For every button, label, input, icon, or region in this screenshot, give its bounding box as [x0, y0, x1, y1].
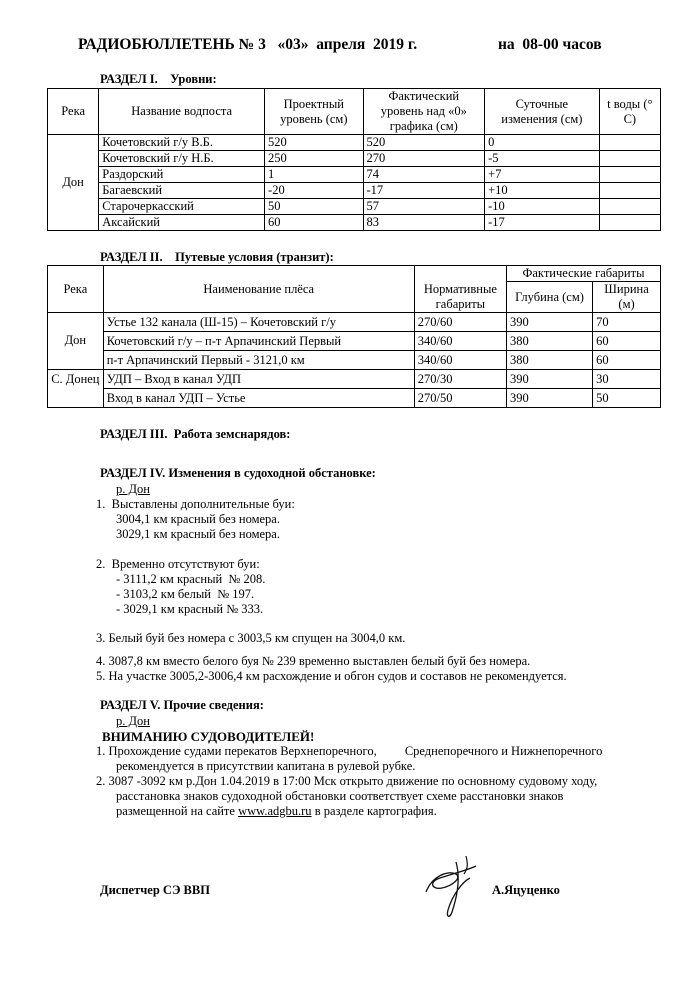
- s4-line-7: - 3029,1 км красный № 333.: [116, 602, 264, 616]
- s4-line-4: 2. Временно отсутствуют буи:: [96, 557, 260, 571]
- cell-normative: 270/50: [414, 389, 506, 408]
- cell-actual: -17: [363, 183, 485, 199]
- table-row: [48, 183, 661, 199]
- cell-change: +7: [485, 167, 600, 183]
- cell-change: -10: [485, 199, 600, 215]
- col-width: Ширина (м): [593, 282, 661, 313]
- cell-reach: п-т Арпачинский Первый - 3121,0 км: [103, 351, 414, 370]
- section2-title: РАЗДЕЛ II. Путевые условия (транзит):: [100, 250, 334, 264]
- cell-t: [599, 167, 660, 183]
- s4-line-3: 3029,1 км красный без номера.: [116, 527, 280, 541]
- table-row: [48, 199, 661, 215]
- s4-line-8: 3. Белый буй без номера с 3003,5 км спущен на 3004,0 км.: [96, 631, 406, 645]
- section5-river: р. Дон: [116, 714, 150, 728]
- bulletin-title: РАДИОБЮЛЛЕТЕНЬ № 3 «03» апреля 2019 г.: [78, 36, 418, 53]
- bulletin-time: на 08-00 часов: [498, 36, 602, 53]
- cell-post: Аксайский: [99, 215, 265, 231]
- col-normative: Нормативные габариты: [414, 266, 506, 313]
- cell-project: 50: [265, 199, 363, 215]
- dispatcher-role: Диспетчер СЭ ВВП: [100, 883, 210, 897]
- cell-reach: Вход в канал УДП – Устье: [103, 389, 414, 408]
- cell-t: [599, 199, 660, 215]
- section1-title: РАЗДЕЛ I. Уровни:: [100, 72, 217, 86]
- levels-body: [48, 135, 661, 231]
- cell-project: 60: [265, 215, 363, 231]
- col-river2: Река: [48, 266, 104, 313]
- s5-item2-line1: 2. 3087 -3092 км р.Дон 1.04.2019 в 17:00 Мск открыто движение по основному судовому ходу,: [96, 774, 598, 788]
- cell-depth: 390: [506, 389, 592, 408]
- col-change: Суточные изменения (см): [485, 89, 600, 135]
- col-project: Проектный уровень (см): [265, 89, 363, 135]
- table-row: [48, 151, 661, 167]
- cell-change: -17: [485, 215, 600, 231]
- cell-width: 70: [593, 313, 661, 332]
- cell-normative: 270/60: [414, 313, 506, 332]
- cell-actual: 83: [363, 215, 485, 231]
- table-row: [48, 135, 661, 151]
- cell-normative: 340/60: [414, 351, 506, 370]
- cell-depth: 380: [506, 351, 592, 370]
- river-cell: Дон: [48, 135, 99, 231]
- cell-project: 250: [265, 151, 363, 167]
- table-row: [48, 351, 661, 370]
- col-post: Название водпоста: [99, 89, 265, 135]
- adgbu-link[interactable]: www.adgbu.ru: [238, 804, 312, 818]
- cell-reach: Кочетовский г/у – п-т Арпачинский Первый: [103, 332, 414, 351]
- cell-post: Старочеркасский: [99, 199, 265, 215]
- s4-line-5: - 3111,2 км красный № 208.: [116, 572, 266, 586]
- s5-item2-line2: расстановка знаков судоходной обстановки соответствует схеме расстановки знаков: [116, 789, 564, 803]
- s4-line-1: 1. Выставлены дополнительные буи:: [96, 497, 295, 511]
- s5-item1-line2: рекомендуется в присутствии капитана в рулевой рубке.: [116, 759, 416, 773]
- cell-t: [599, 183, 660, 199]
- cell-post: Кочетовский г/у Н.Б.: [99, 151, 265, 167]
- table-row: [48, 370, 661, 389]
- s4-line-10: 5. На участке 3005,2-3006,4 км расхождение и обгон судов и составов не рекомендуется.: [96, 669, 567, 683]
- handwritten-signature-icon: [412, 852, 492, 922]
- cell-depth: 390: [506, 370, 592, 389]
- cell-t: [599, 215, 660, 231]
- cell-project: 1: [265, 167, 363, 183]
- s4-line-9: 4. 3087,8 км вместо белого буя № 239 временно выставлен белый буй без номера.: [96, 654, 531, 668]
- cell-project: -20: [265, 183, 363, 199]
- s5-item2-line3: [116, 804, 437, 819]
- s5-item2-post: в разделе картография.: [311, 804, 437, 818]
- cell-width: 50: [593, 389, 661, 408]
- dispatcher-name: А.Яцуценко: [492, 883, 560, 897]
- cell-width: 60: [593, 332, 661, 351]
- col-temp: t воды (° C): [599, 89, 660, 135]
- table-row: [48, 167, 661, 183]
- section3-title: РАЗДЕЛ III. Работа земснарядов:: [100, 427, 291, 441]
- cell-actual: 520: [363, 135, 485, 151]
- cell-actual: 57: [363, 199, 485, 215]
- cell-reach: УДП – Вход в канал УДП: [103, 370, 414, 389]
- river-cell: С. Донец: [48, 370, 104, 408]
- section4-river: р. Дон: [116, 482, 150, 496]
- s5-item1-line1: 1. Прохождение судами перекатов Верхнепоречного, Среднепоречного и Нижнепоречного: [96, 744, 603, 758]
- col-actual: Фактический уровень над «0» графика (см): [363, 89, 485, 135]
- section5-title: РАЗДЕЛ V. Прочие сведения:: [100, 698, 264, 712]
- cell-t: [599, 151, 660, 167]
- transit-table: [47, 265, 661, 408]
- col-river: Река: [48, 89, 99, 135]
- table-row: [48, 332, 661, 351]
- river-cell: Дон: [48, 313, 104, 370]
- cell-reach: Устье 132 канала (Ш-15) – Кочетовский г/у: [103, 313, 414, 332]
- page-title: [78, 36, 602, 54]
- attention-heading: ВНИМАНИЮ СУДОВОДИТЕЛЕЙ!: [102, 729, 315, 744]
- table-row: [48, 215, 661, 231]
- cell-depth: 380: [506, 332, 592, 351]
- cell-normative: 270/30: [414, 370, 506, 389]
- cell-change: -5: [485, 151, 600, 167]
- cell-project: 520: [265, 135, 363, 151]
- cell-normative: 340/60: [414, 332, 506, 351]
- s5-item2-pre: размещенной на сайте: [116, 804, 239, 818]
- transit-body: [48, 313, 661, 408]
- cell-post: Кочетовский г/у В.Б.: [99, 135, 265, 151]
- cell-post: Раздорский: [99, 167, 265, 183]
- cell-depth: 390: [506, 313, 592, 332]
- col-depth: Глубина (см): [506, 282, 592, 313]
- levels-table: [47, 88, 661, 231]
- table-row: [48, 389, 661, 408]
- col-reach: Наименование плёса: [103, 266, 414, 313]
- cell-width: 30: [593, 370, 661, 389]
- cell-width: 60: [593, 351, 661, 370]
- col-actual-group: Фактические габариты: [506, 266, 660, 282]
- cell-change: 0: [485, 135, 600, 151]
- s4-line-2: 3004,1 км красный без номера.: [116, 512, 280, 526]
- s4-line-6: - 3103,2 км белый № 197.: [116, 587, 255, 601]
- cell-post: Багаевский: [99, 183, 265, 199]
- cell-t: [599, 135, 660, 151]
- cell-actual: 74: [363, 167, 485, 183]
- table-row: [48, 313, 661, 332]
- section4-title: РАЗДЕЛ IV. Изменения в судоходной обстановке:: [100, 466, 376, 480]
- cell-change: +10: [485, 183, 600, 199]
- cell-actual: 270: [363, 151, 485, 167]
